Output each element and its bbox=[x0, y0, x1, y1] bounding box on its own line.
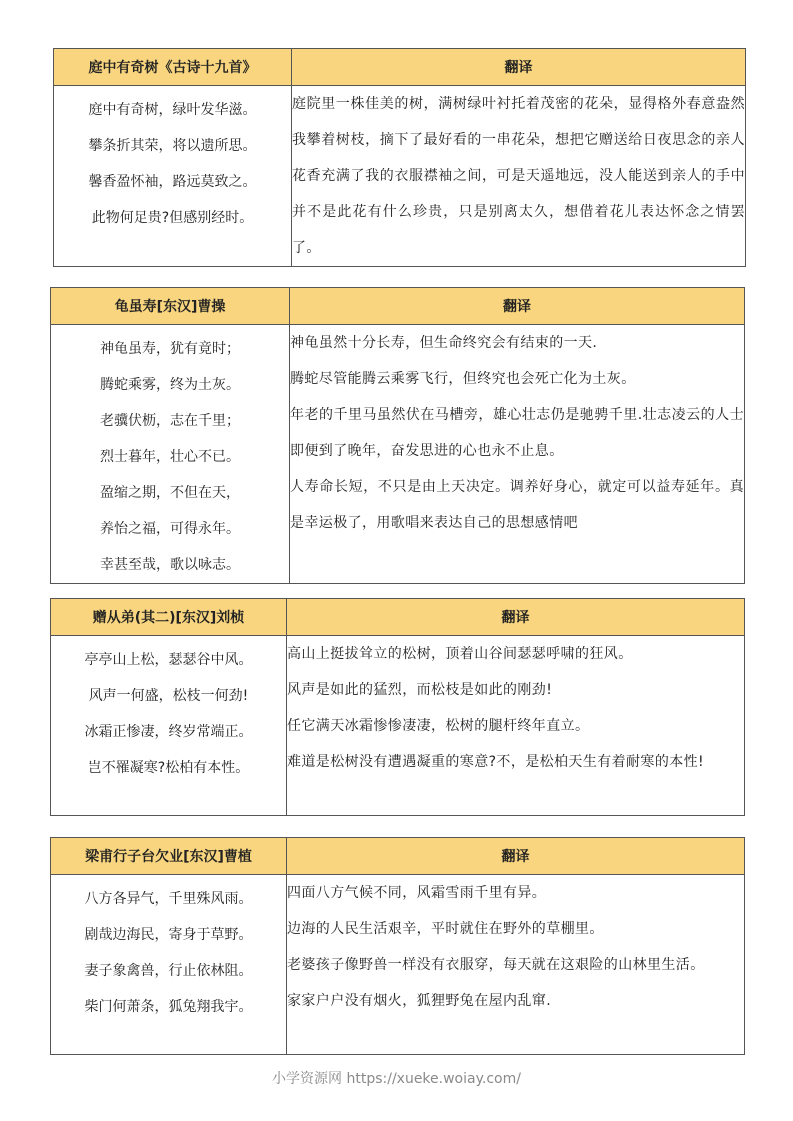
poem-line: 盈缩之期，不但在天， bbox=[100, 485, 240, 501]
poem-line: 柴门何萧条，狐兔翔我宇。 bbox=[84, 999, 253, 1015]
poem-line: 冰霜正惨凄，终岁常端正。 bbox=[84, 724, 253, 740]
translation-cell bbox=[290, 325, 745, 584]
poem-line: 攀条折其荣，将以遗所思。 bbox=[88, 138, 257, 154]
table-header-row bbox=[51, 599, 745, 636]
poem-line: 八方各异气，千里殊风雨。 bbox=[84, 891, 253, 907]
translation-header: 翻译 bbox=[287, 838, 745, 875]
poem-line: 馨香盈怀袖，路远莫致之。 bbox=[88, 174, 257, 190]
poem-title: 龟虽寿[东汉]曹操 bbox=[51, 288, 290, 325]
poem-line: 亭亭山上松，瑟瑟谷中风。 bbox=[84, 652, 253, 668]
poem-table bbox=[50, 287, 745, 584]
poem-line: 风声一何盛，松枝一何劲! bbox=[88, 688, 249, 704]
translation-paragraph: 任它满天冰霜惨惨凄凄，松树的腿杆终年直立。 bbox=[287, 718, 590, 734]
table-body-row bbox=[51, 875, 745, 1055]
translation-header: 翻译 bbox=[290, 288, 745, 325]
translation-paragraph: 家家户户没有烟火，狐狸野兔在屋内乱窜. bbox=[287, 993, 552, 1009]
translation-cell bbox=[292, 86, 746, 267]
translation-paragraph: 庭院里一株佳美的树，满树绿叶衬托着茂密的花朵，显得格外春意盎然我攀着树枝，摘下了最好看的一串花朵，想把它赠送给日夜思念的亲人花香充满了我的衣服襟袖之间，可是天遥地远，没人能送到亲人的手中并不是此花有什么珍贵，只是别离太久，想借着花儿表达怀念之情罢了。 bbox=[292, 96, 745, 256]
translation-paragraph: 四面八方气候不同，风霜雪雨千里有异。 bbox=[287, 885, 547, 901]
poem-line: 妻子象禽兽，行止依林阻。 bbox=[84, 963, 253, 979]
poem-table bbox=[50, 837, 745, 1055]
poem-line: 剧哉边海民，寄身于草野。 bbox=[84, 927, 253, 943]
footer-watermark: 小学资源网 https://xueke.woiay.com/ bbox=[272, 1071, 521, 1087]
poem-title: 庭中有奇树《古诗十九首》 bbox=[54, 49, 292, 86]
poem-line: 腾蛇乘雾，终为土灰。 bbox=[100, 377, 240, 393]
translation-paragraph: 高山上挺拔耸立的松树，顶着山谷间瑟瑟呼啸的狂风。 bbox=[287, 646, 633, 662]
poem-lines-cell bbox=[54, 86, 292, 267]
poem-line: 此物何足贵?但感别经时。 bbox=[91, 210, 254, 226]
poem-line: 老骥伏枥，志在千里； bbox=[100, 413, 240, 429]
translation-cell bbox=[287, 636, 745, 816]
poem-title: 赠从弟(其二)[东汉]刘桢 bbox=[51, 599, 287, 636]
poem-table bbox=[50, 598, 745, 816]
table-header-row bbox=[54, 49, 746, 86]
translation-header: 翻译 bbox=[292, 49, 746, 86]
poem-line: 岂不罹凝寒?松柏有本性。 bbox=[87, 760, 250, 776]
table-body-row bbox=[51, 325, 745, 584]
poem-lines-cell bbox=[51, 325, 290, 584]
translation-paragraph: 风声是如此的猛烈，而松枝是如此的刚劲! bbox=[287, 682, 553, 698]
table-body-row bbox=[54, 86, 746, 267]
table-header-row bbox=[51, 288, 745, 325]
table-body-row bbox=[51, 636, 745, 816]
poem-line: 烈士暮年，壮心不已。 bbox=[100, 449, 240, 465]
poem-lines-cell bbox=[51, 875, 287, 1055]
poem-table bbox=[53, 48, 746, 267]
translation-paragraph: 腾蛇尽管能腾云乘雾飞行，但终究也会死亡化为土灰。 bbox=[290, 371, 636, 387]
translation-paragraph: 神龟虽然十分长寿，但生命终究会有结束的一天. bbox=[290, 335, 598, 351]
translation-paragraph: 老婆孩子像野兽一样没有衣服穿，每天就在这艰险的山林里生活。 bbox=[287, 957, 705, 973]
translation-paragraph: 边海的人民生活艰辛，平时就住在野外的草棚里。 bbox=[287, 921, 604, 937]
translation-cell bbox=[287, 875, 745, 1055]
translation-header: 翻译 bbox=[287, 599, 745, 636]
poem-line: 神龟虽寿，犹有竟时； bbox=[100, 341, 240, 357]
translation-paragraph: 难道是松树没有遭遇凝重的寒意?不，是松柏天生有着耐寒的本性! bbox=[287, 754, 705, 770]
table-header-row bbox=[51, 838, 745, 875]
translation-paragraph: 人寿命长短，不只是由上天决定。调养好身心，就定可以益寿延年。真是幸运极了，用歌唱来表达自己的思想感情吧 bbox=[290, 479, 744, 531]
poem-line: 养怡之福，可得永年。 bbox=[100, 521, 240, 537]
translation-paragraph: 年老的千里马虽然伏在马槽旁，雄心壮志仍是驰骋千里.壮志凌云的人士即便到了晚年，奋发思进的心也永不止息。 bbox=[290, 407, 744, 459]
poem-lines-cell bbox=[51, 636, 287, 816]
poem-line: 幸甚至哉，歌以咏志。 bbox=[100, 557, 240, 573]
poem-line: 庭中有奇树，绿叶发华滋。 bbox=[88, 102, 257, 118]
poem-title: 梁甫行子台欠业[东汉]曹植 bbox=[51, 838, 287, 875]
